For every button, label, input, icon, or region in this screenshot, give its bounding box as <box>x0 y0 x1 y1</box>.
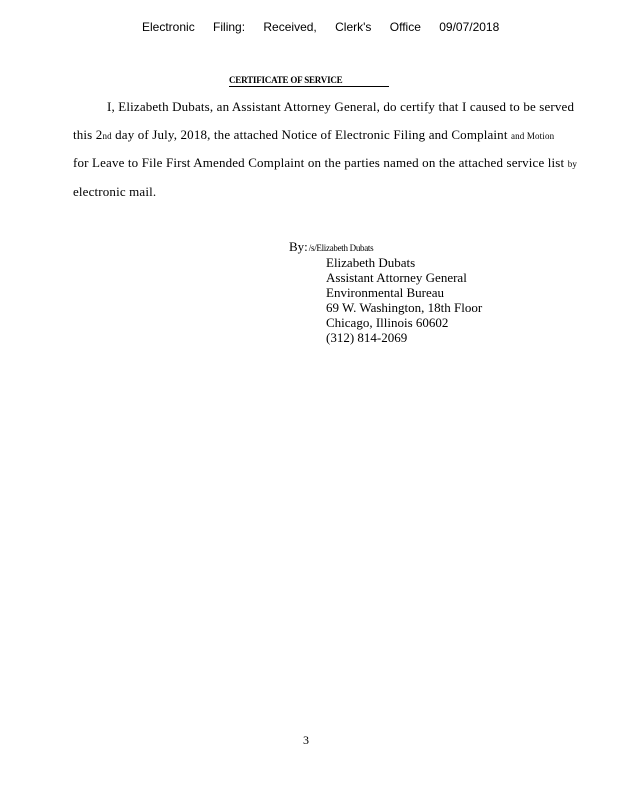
filing-stamp-office: Office <box>389 20 421 34</box>
signature-block <box>326 255 482 345</box>
certificate-line-2 <box>73 127 554 143</box>
filing-stamp-filing: Filing: <box>213 20 246 34</box>
signer-title: Assistant Attorney General <box>326 270 467 285</box>
filing-stamp-date: 09/07/2018 <box>439 20 500 34</box>
line-2-start: this 2 <box>73 127 103 142</box>
electronic-filing-stamp <box>142 20 499 34</box>
overlay-by: by <box>567 159 577 169</box>
signer-city-state-zip: Chicago, Illinois 60602 <box>326 315 449 330</box>
filing-stamp-clerks: Clerk's <box>335 20 372 34</box>
by-label: By: <box>289 239 308 254</box>
filing-stamp-electronic: Electronic <box>142 20 195 34</box>
page-number: 3 <box>303 733 309 747</box>
electronic-signature: /s/Elizabeth Dubats <box>308 243 374 253</box>
signer-name: Elizabeth Dubats <box>326 255 416 270</box>
signer-bureau: Environmental Bureau <box>326 285 445 300</box>
certificate-line-4: electronic mail. <box>73 184 157 199</box>
certificate-line-3 <box>73 155 577 171</box>
certificate-title: CERTIFICATE OF SERVICE <box>229 75 343 85</box>
certificate-line-1: I, Elizabeth Dubats, an Assistant Attorney General, do certify that I caused to be served <box>107 99 575 114</box>
line-2-middle: day of July, 2018, the attached Notice of Electronic Filing and Complaint <box>111 127 508 142</box>
filing-stamp-received: Received, <box>263 20 317 34</box>
title-underline <box>229 86 389 87</box>
ordinal-suffix: nd <box>102 131 112 141</box>
overlay-and-motion: and Motion <box>511 131 555 141</box>
line-3-text: for Leave to File First Amended Complaint on the parties named on the attached service list <box>73 155 565 170</box>
signer-street-address: 69 W. Washington, 18th Floor <box>326 300 483 315</box>
signature-line <box>289 239 373 255</box>
signer-phone: (312) 814-2069 <box>326 330 408 345</box>
